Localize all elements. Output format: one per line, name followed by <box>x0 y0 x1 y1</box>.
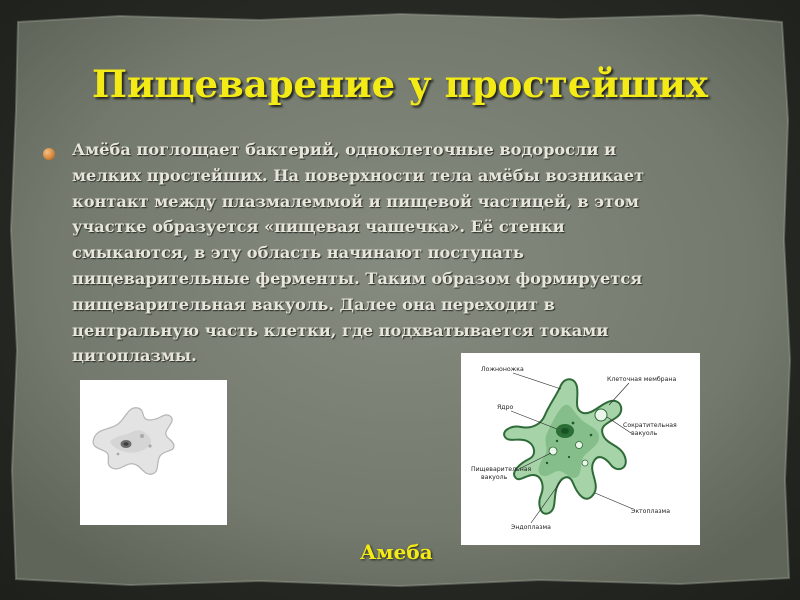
body-line: смыкаются, в эту область начинают поступать <box>72 243 524 263</box>
label-endoplasm: Эндоплазма <box>511 524 551 531</box>
body-line: мелких простейших. На поверхности тела амёбы возникает <box>72 165 645 185</box>
body-line: пищеварительная вакуоль. Далее она переходит в <box>72 294 555 314</box>
bullet-icon <box>43 148 55 160</box>
body-line: контакт между плазмалеммой и пищевой частицей, в этом <box>72 191 639 211</box>
body-line: Амёба поглощает бактерий, одноклеточные водоросли и <box>72 140 617 159</box>
label-digestive-1: Пищеварительная <box>471 466 532 473</box>
label-nucleus: Ядро <box>497 404 514 411</box>
label-contractile-2: вакуоль <box>631 430 658 437</box>
amoeba-diagram <box>461 353 700 545</box>
body-line: цитоплазмы. <box>72 346 197 366</box>
label-pseudopod: Ложноножка <box>481 366 524 373</box>
amoeba-diagram-image <box>461 353 700 545</box>
amoeba-photo <box>80 380 227 525</box>
label-membrane: Клеточная мембрана <box>607 376 677 383</box>
label-contractile-1: Сократительная <box>623 422 677 429</box>
amoeba-photo-image <box>80 380 227 525</box>
label-digestive-2: вакуоль <box>481 474 508 481</box>
slide-title: Пищеварение у простейших <box>92 62 708 106</box>
label-ectoplasm: Эктоплазма <box>631 508 670 515</box>
caption: Амеба <box>360 540 433 564</box>
body-paragraph <box>72 137 732 369</box>
body-line: центральную часть клетки, где подхватывается токами <box>72 320 609 340</box>
body-line: участке образуется «пищевая чашечка». Её стенки <box>72 217 565 237</box>
body-line: пищеварительные ферменты. Таким образом формируется <box>72 268 643 288</box>
